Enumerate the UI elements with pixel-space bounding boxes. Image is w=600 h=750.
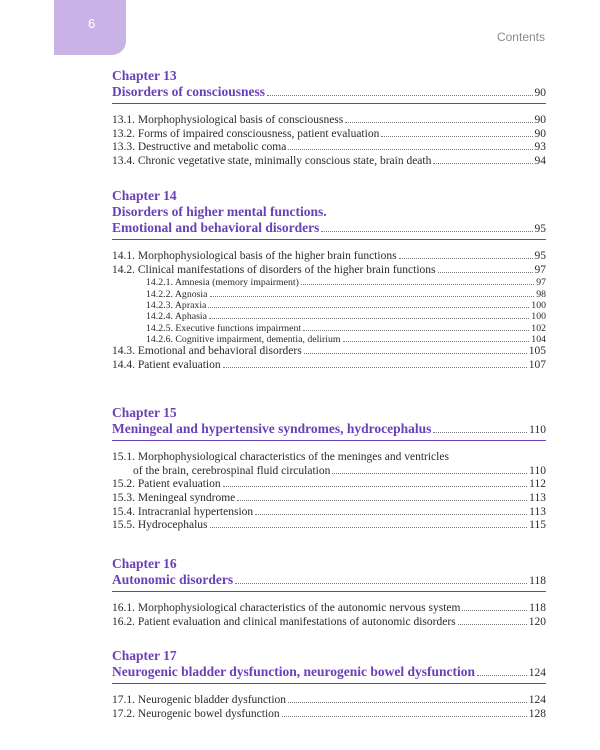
chapter-page-number: 95 (534, 223, 546, 235)
running-head: Contents (496, 30, 545, 44)
toc-subentry[interactable] (112, 277, 546, 288)
dot-leader (237, 500, 527, 501)
entry-page-number: 105 (528, 345, 546, 358)
chapter-rule (112, 239, 546, 240)
entry-text: 15.5. Hydrocephalus (112, 519, 208, 532)
entry-page-number: 110 (529, 464, 546, 477)
chapter-rule (112, 103, 546, 104)
toc-entry[interactable] (112, 616, 546, 630)
entry-page-number: 102 (531, 322, 546, 334)
chapter-title-link[interactable] (112, 220, 546, 237)
dot-leader (223, 486, 528, 487)
chapter-rule (112, 683, 546, 684)
dot-leader (304, 353, 527, 354)
chapter-title: Disorders of consciousness (112, 84, 266, 99)
entry-text: 14.1. Morphophysiological basis of the higher brain functions (112, 250, 397, 262)
entry-page-number: 97 (534, 263, 546, 276)
entry-text: 14.2.6. Cognitive impairment, dementia, delirium (146, 333, 341, 345)
entry-text: 14.2. Clinical manifestations of disorders of the higher brain functions (112, 263, 436, 276)
entry-page-number: 112 (529, 478, 546, 491)
entry-text: 14.2.2. Agnosia (146, 288, 208, 300)
toc-entry[interactable] (112, 451, 546, 478)
page-number-tab (54, 0, 126, 55)
entry-page-number: 107 (528, 358, 546, 371)
chapter-title: Disorders of higher mental functions. (112, 204, 327, 219)
dot-leader (399, 258, 533, 259)
chapter-block (112, 555, 546, 629)
entry-text: 15.3. Meningeal syndrome (112, 492, 236, 505)
toc-entry[interactable] (112, 128, 546, 142)
dot-leader (433, 163, 532, 164)
entry-page-number: 128 (528, 707, 546, 720)
entry-text: 17.1. Neurogenic bladder dysfunction (112, 694, 287, 706)
entry-text: 13.1. Morphophysiological basis of consciousness (112, 114, 344, 126)
chapter-block (112, 67, 546, 169)
entry-text-cont: of the brain, cerebrospinal fluid circulation (133, 464, 331, 477)
toc-subentry[interactable] (112, 334, 546, 345)
toc-subentry[interactable] (112, 300, 546, 311)
entry-text: 13.3. Destructive and metabolic coma (112, 141, 287, 154)
chapter-title: Meningeal and hypertensive syndromes, hydrocephalus (112, 421, 432, 436)
toc-entry[interactable] (112, 602, 546, 616)
dot-leader (462, 610, 527, 611)
dot-leader (332, 473, 527, 474)
chapter-title: Emotional and behavioral disorders (112, 220, 320, 235)
dot-leader (433, 432, 527, 433)
entry-list (112, 250, 546, 373)
entry-page-number: 118 (529, 602, 546, 614)
dot-leader (267, 95, 532, 96)
entry-page-number: 124 (528, 694, 546, 706)
dot-leader (288, 149, 532, 150)
entry-text: 15.4. Intracranial hypertension (112, 505, 254, 518)
entry-text: 14.2.1. Amnesia (memory impairment) (146, 277, 299, 289)
toc-entry[interactable] (112, 506, 546, 520)
entry-list (112, 114, 546, 169)
dot-leader (210, 527, 528, 528)
toc-entry[interactable] (112, 519, 546, 533)
entry-list (112, 602, 546, 629)
dot-leader (458, 624, 527, 625)
dot-leader (223, 367, 527, 368)
chapter-block (112, 187, 546, 373)
dot-leader (303, 330, 529, 331)
entry-page-number: 100 (531, 299, 546, 311)
entry-text: 13.2. Forms of impaired consciousness, patient evaluation (112, 127, 380, 140)
entry-page-number: 95 (534, 250, 546, 262)
toc-entry[interactable] (112, 264, 546, 278)
chapter-page-number: 124 (528, 667, 546, 679)
entry-text: 13.4. Chronic vegetative state, minimally conscious state, brain death (112, 155, 432, 168)
toc-entry[interactable] (112, 478, 546, 492)
chapter-title: Neurogenic bladder dysfunction, neurogenic bowel dysfunction (112, 664, 476, 679)
entry-list (112, 694, 546, 721)
toc-entry[interactable] (112, 155, 546, 169)
chapter-page-number: 110 (529, 424, 546, 436)
entry-text: 14.3. Emotional and behavioral disorders (112, 345, 302, 358)
chapter-title-link[interactable] (112, 421, 546, 438)
dot-leader (345, 122, 532, 123)
chapter-label: Chapter 13 (112, 68, 177, 83)
dot-leader (208, 307, 529, 308)
entry-list (112, 451, 546, 533)
entry-page-number: 120 (528, 615, 546, 628)
toc-subentry[interactable] (112, 311, 546, 322)
entry-text: 14.4. Patient evaluation (112, 358, 221, 371)
entry-page-number: 104 (531, 333, 546, 345)
chapter-title-link[interactable] (112, 572, 546, 589)
entry-page-number: 90 (534, 114, 546, 126)
toc-subentry[interactable] (112, 323, 546, 334)
entry-text: 16.1. Morphophysiological characteristics of the autonomic nervous system (112, 602, 461, 614)
entry-text: 14.2.3. Apraxia (146, 299, 207, 311)
entry-page-number: 94 (534, 155, 546, 168)
dot-leader (210, 296, 535, 297)
entry-text: 15.1. Morphophysiological characteristics of the meninges and ventricles (112, 451, 449, 463)
entry-page-number: 115 (529, 519, 546, 532)
entry-text: 16.2. Patient evaluation and clinical manifestations of autonomic disorders (112, 615, 456, 628)
chapter-title: Autonomic disorders (112, 572, 234, 587)
entry-page-number: 113 (529, 492, 546, 505)
chapter-page-number: 90 (534, 87, 546, 99)
chapter-label: Chapter 16 (112, 556, 177, 571)
entry-continuation (112, 465, 546, 479)
toc-entry[interactable] (112, 492, 546, 506)
chapter-page-number: 118 (529, 575, 546, 587)
dot-leader (301, 284, 534, 285)
dot-leader (321, 231, 532, 232)
dot-leader (288, 702, 527, 703)
chapter-label: Chapter 17 (112, 648, 177, 663)
entry-page-number: 113 (529, 505, 546, 518)
page-number: 6 (88, 16, 96, 31)
chapter-block (112, 404, 546, 533)
dot-leader (477, 675, 527, 676)
dot-leader (381, 136, 532, 137)
chapter-title-link[interactable] (112, 664, 546, 681)
entry-text: 14.2.4. Aphasia (146, 311, 207, 323)
entry-page-number: 97 (536, 277, 546, 289)
dot-leader (255, 514, 527, 515)
chapter-label: Chapter 15 (112, 405, 177, 420)
chapter-block (112, 647, 546, 721)
chapter-rule (112, 591, 546, 592)
entry-text: 15.2. Patient evaluation (112, 478, 221, 491)
entry-page-number: 98 (536, 288, 546, 300)
chapter-rule (112, 440, 546, 441)
toc-entry[interactable] (112, 114, 546, 128)
entry-page-number: 93 (534, 141, 546, 154)
toc-entry[interactable] (112, 141, 546, 155)
toc-subentry[interactable] (112, 289, 546, 300)
dot-leader (438, 272, 533, 273)
toc-entry[interactable] (112, 694, 546, 708)
dot-leader (282, 716, 527, 717)
entry-text: 17.2. Neurogenic bowel dysfunction (112, 707, 280, 720)
chapter-label: Chapter 14 (112, 188, 177, 203)
toc-entry[interactable] (112, 359, 546, 373)
entry-page-number: 90 (534, 127, 546, 140)
toc-entry[interactable] (112, 345, 546, 359)
toc-entry[interactable] (112, 250, 546, 264)
dot-leader (209, 318, 529, 319)
entry-page-number: 100 (531, 311, 546, 323)
entry-text: 14.2.5. Executive functions impairment (146, 322, 302, 334)
toc-entry[interactable] (112, 708, 546, 722)
dot-leader (343, 341, 530, 342)
chapter-title-link[interactable] (112, 84, 546, 101)
dot-leader (235, 583, 527, 584)
